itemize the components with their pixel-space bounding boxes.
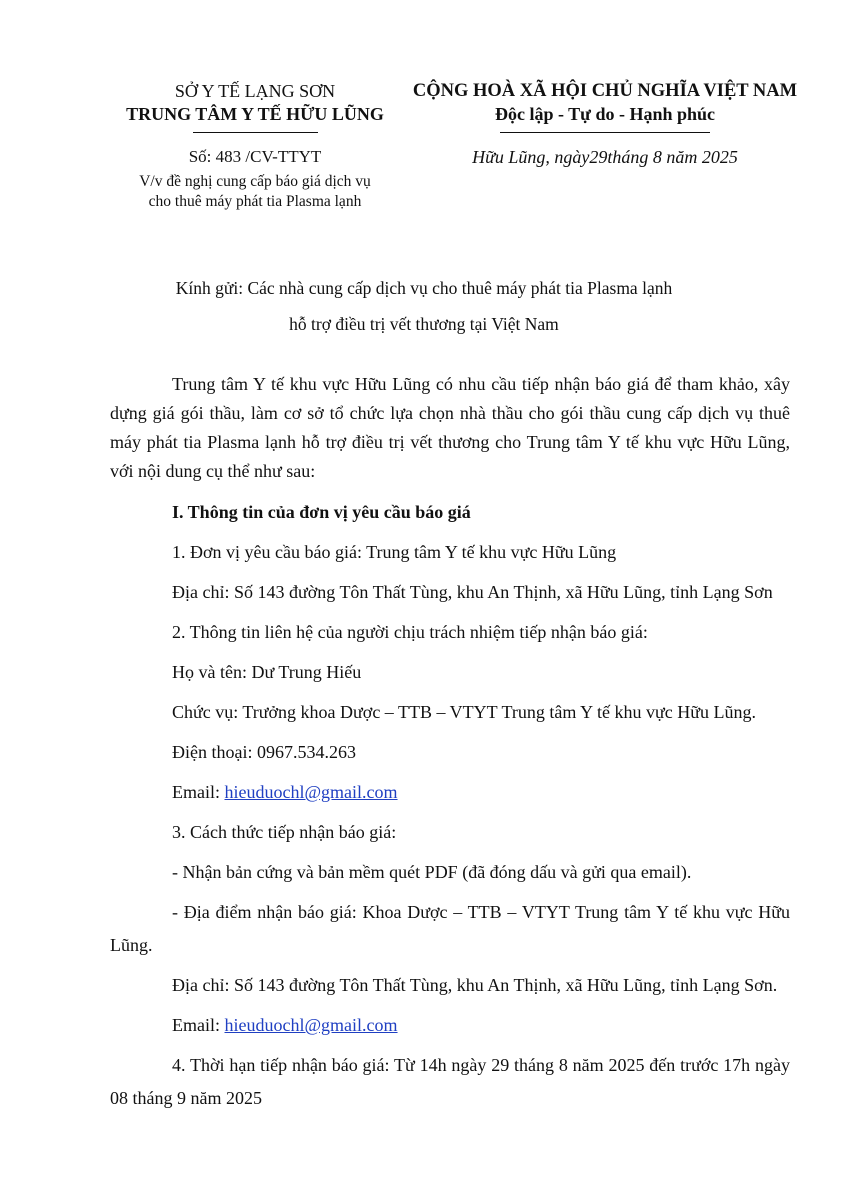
- recipient-block: [100, 270, 748, 342]
- item-2-contact-info: 2. Thông tin liên hệ của người chịu trách nhiệm tiếp nhận báo giá:: [172, 622, 648, 642]
- intro-paragraph: Trung tâm Y tế khu vực Hữu Lũng có nhu cầu tiếp nhận báo giá để tham khảo, xây dựng giá gói thầu, làm cơ sở tổ chức lựa chọn nhà thầu cho gói thầu cung cấp dịch vụ thuê máy phát tia Plasma lạnh hỗ trợ điều trị vết thương cho Trung tâm Y tế khu vực Hữu Lũng, với nội dung cụ thể như sau:: [110, 374, 790, 481]
- recipient-line-1: Kính gửi: Các nhà cung cấp dịch vụ cho thuê máy phát tia Plasma lạnh: [175, 278, 673, 298]
- item-3-receiving-method: 3. Cách thức tiếp nhận báo giá:: [172, 822, 397, 842]
- contact-phone: Điện thoại: 0967.534.263: [172, 742, 356, 762]
- issuing-authority-block: [110, 80, 400, 133]
- recipient-line-2: hỗ trợ điều trị vết thương tại Việt Nam: [289, 314, 559, 334]
- email-link-2[interactable]: hieuduochl@gmail.com: [224, 1015, 398, 1035]
- document-number: Số: 483 /CV-TTYT: [188, 147, 322, 166]
- email-label: Email:: [172, 782, 225, 802]
- email-label-2: Email:: [172, 1015, 225, 1035]
- unit-underline: [193, 132, 318, 133]
- receiving-location: - Địa điểm nhận báo giá: Khoa Dược – TTB – VTYT Trung tâm Y tế khu vực Hữu Lũng.: [110, 902, 790, 955]
- contact-email: [110, 776, 790, 809]
- email-link[interactable]: hieuduochl@gmail.com: [224, 782, 398, 802]
- agency-name: SỞ Y TẾ LẠNG SƠN: [174, 81, 336, 101]
- contact-position: Chức vụ: Trưởng khoa Dược – TTB – VTYT Trung tâm Y tế khu vực Hữu Lũng.: [172, 702, 756, 722]
- section-1-heading: I. Thông tin của đơn vị yêu cầu báo giá: [172, 502, 471, 522]
- receiving-address: Địa chỉ: Số 143 đường Tôn Thất Tùng, khu An Thịnh, xã Hữu Lũng, tỉnh Lạng Sơn.: [172, 975, 778, 995]
- requesting-unit-address: Địa chỉ: Số 143 đường Tôn Thất Tùng, khu An Thịnh, xã Hữu Lũng, tỉnh Lạng Sơn: [172, 582, 773, 602]
- item-1-requesting-unit: 1. Đơn vị yêu cầu báo giá: Trung tâm Y tế khu vực Hữu Lũng: [172, 542, 617, 562]
- document-body: [110, 370, 790, 1115]
- motto-underline: [500, 132, 710, 133]
- receiving-method-detail: - Nhận bản cứng và bản mềm quét PDF (đã đóng dấu và gửi qua email).: [172, 862, 692, 882]
- nation-title: CỘNG HOÀ XÃ HỘI CHỦ NGHĨA VIỆT NAM: [412, 81, 798, 101]
- subject-line-1: V/v đề nghị cung cấp báo giá dịch vụ: [139, 173, 371, 190]
- document-subject: [110, 172, 400, 212]
- item-4-deadline: 4. Thời hạn tiếp nhận báo giá: Từ 14h ngày 29 tháng 8 năm 2025 đến trước 17h ngày 08 tháng 9 năm 2025: [110, 1055, 790, 1108]
- receiving-email: [110, 1009, 790, 1042]
- contact-name: Họ và tên: Dư Trung Hiếu: [172, 662, 362, 682]
- national-title-block: [400, 80, 810, 133]
- national-motto: Độc lập - Tự do - Hạnh phúc: [494, 104, 716, 124]
- unit-name: TRUNG TÂM Y TẾ HỮU LŨNG: [126, 104, 384, 124]
- subject-line-2: cho thuê máy phát tia Plasma lạnh: [148, 193, 362, 210]
- issue-date: Hữu Lũng, ngày29tháng 8 năm 2025: [472, 147, 738, 167]
